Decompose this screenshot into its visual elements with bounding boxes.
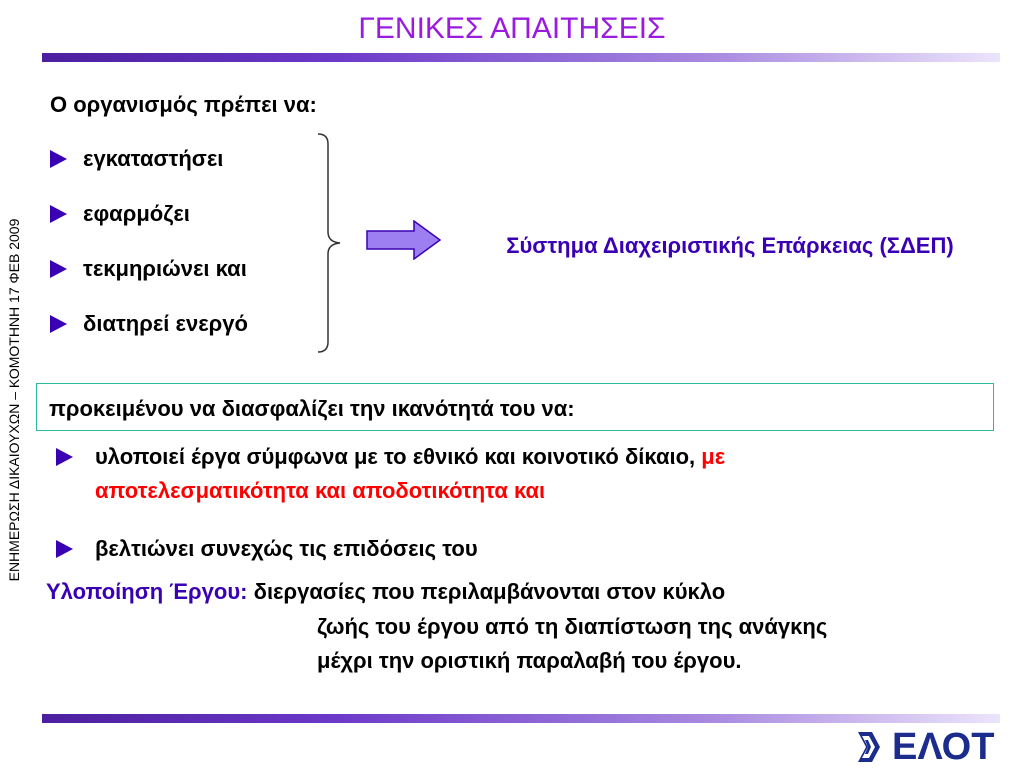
list-item [56,532,478,566]
elot-emblem-icon [856,730,890,764]
bullet-item [50,146,223,172]
list-item [56,440,936,508]
bullet-arrow-icon [50,260,67,278]
logo-text: ΕΛΟΤ [892,725,995,768]
bullet-arrow-icon [56,540,73,558]
right-arrow-icon [366,220,442,260]
definition-line-1: διεργασίες που περιλαμβάνονται στον κύκλο [247,579,726,604]
point-text [95,440,936,508]
bullet-item [50,311,248,337]
bullet-arrow-icon [50,205,67,223]
page-title: ΓΕΝΙΚΕΣ ΑΠΑΙΤΗΣΕΙΣ [358,12,666,45]
bullet-label: διατηρεί ενεργό [83,311,248,336]
bullet-arrow-icon [50,315,67,333]
side-caption: ΕΝΗΜΕΡΩΣΗ ΔΙΚΑΙΟΥΧΩΝ – ΚΟΜΟΤΗΝΗ 17 ΦΕΒ 2009 [6,218,22,582]
point-highlight-text: με αποτελεσματικότητα και αποδοτικότητα και [95,444,726,504]
bullet-item [50,201,190,227]
point-text: βελτιώνει συνεχώς τις επιδόσεις του [95,536,478,561]
point-main-text: υλοποιεί έργα σύμφωνα με το εθνικό και κοινοτικό δίκαιο, [95,444,702,469]
top-divider [42,53,1000,62]
bullet-label: τεκμηριώνει και [83,256,247,281]
bottom-divider [42,714,1000,723]
result-system-label: Σύστημα Διαχειριστικής Επάρκειας (ΣΔΕΠ) [506,233,954,258]
intro-text: Ο οργανισμός πρέπει να: [50,92,317,117]
definition-line-2: ζωής του έργου από τη διαπίστωση της ανάγκης [317,613,828,639]
bullet-arrow-icon [56,448,73,466]
bullet-label: εφαρμόζει [83,201,190,226]
definition-line-3: μέχρι την οριστική παραλαβή του έργου. [317,648,742,674]
bullet-item [50,256,247,282]
definition-block [46,575,827,679]
boxed-statement: προκειμένου να διασφαλίζει την ικανότητά του να: [36,383,994,431]
curly-brace-icon [316,132,346,354]
bullet-label: εγκαταστήσει [83,146,224,171]
bullet-arrow-icon [50,150,67,168]
elot-logo [856,726,1004,768]
definition-label: Υλοποίηση Έργου: [46,579,248,604]
